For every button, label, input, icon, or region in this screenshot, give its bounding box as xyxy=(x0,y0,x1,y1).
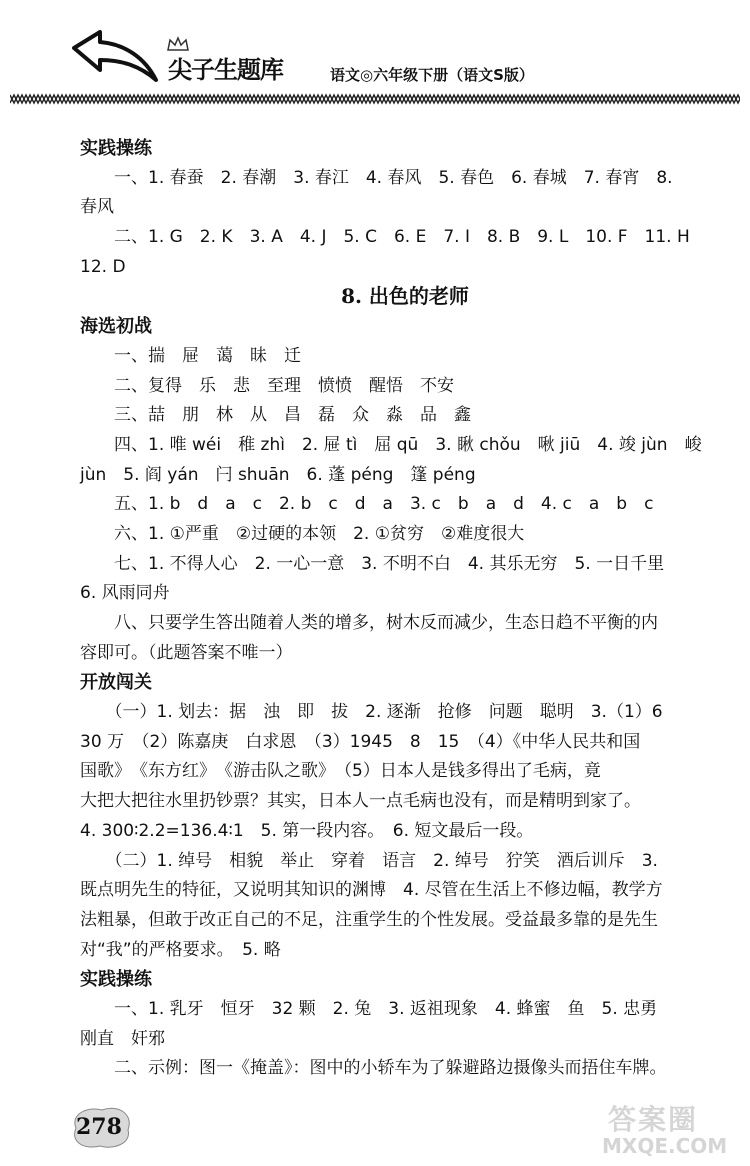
text-line: （二）1. 绰号 相貌 举止 穿着 语言 2. 绰号 狞笑 酒后训斥 3. xyxy=(80,850,658,871)
text-line: 一、1. 春蚕 2. 春潮 3. 春江 4. 春风 5. 春色 6. 春城 7. 春宵 8. xyxy=(80,167,673,188)
text-line: 五、1. b d a c 2. b c d a 3. c b a d 4. c a b c xyxy=(80,494,654,515)
text-line: 30 万 （2）陈嘉庚 白求恩 （3）1945 8 15 （4）《中华人民共和国 xyxy=(80,731,641,752)
text-line: 六、1. ①严重 ②过硬的本领 2. ①贫穷 ②难度很大 xyxy=(80,523,525,544)
text-line: 12. D xyxy=(80,256,126,277)
text-line: 刚直 奸邪 xyxy=(80,1028,165,1049)
book-title: 语文◎六年级下册（语文S版） xyxy=(330,66,534,84)
arrow-logo-icon xyxy=(70,30,160,90)
watermark-text: 答案圈 xyxy=(608,1103,699,1136)
text-line: jùn 5. 阎 yán 闩 shuān 6. 蓬 péng 篷 péng xyxy=(80,464,476,485)
text-line: 一、揣 屉 蔼 昧 迁 xyxy=(80,345,301,366)
text-line: 二、示例：图一《掩盖》：图中的小轿车为了躲避路边摄像头而捂住车牌。 xyxy=(80,1058,667,1079)
text-line: 三、喆 朋 林 从 昌 磊 众 淼 品 鑫 xyxy=(80,405,471,426)
answer-text-body xyxy=(80,134,730,1084)
watermark xyxy=(594,1098,744,1162)
section-heading: 开放闯关 xyxy=(80,672,152,694)
section-heading: 实践操练 xyxy=(80,969,152,991)
watermark-url: MXQE.COM xyxy=(602,1134,728,1158)
chapter-title: 8. 出色的老师 xyxy=(341,284,469,309)
text-line: 二、复得 乐 悲 至理 愤愤 醒悟 不安 xyxy=(80,375,454,396)
text-line: 二、1. G 2. K 3. A 4. J 5. C 6. E 7. I 8. B 9. L 10. F 11. H xyxy=(80,227,690,248)
text-line: （一）1. 划去：据 浊 即 拔 2. 逐渐 抢修 问题 聪明 3.（1）6 xyxy=(80,702,663,723)
page-header xyxy=(0,0,750,120)
text-line: 既点明先生的特征，又说明其知识的渊博 4. 尽管在生活上不修边幅，教学方 xyxy=(80,880,663,901)
zigzag-divider xyxy=(10,92,740,106)
text-line: 七、1. 不得人心 2. 一心一意 3. 不明不白 4. 其乐无穷 5. 一日千里 xyxy=(80,553,665,574)
text-line: 春风 xyxy=(80,197,114,218)
text-line: 容即可。（此题答案不唯一） xyxy=(80,642,293,663)
text-line: 对“我”的严格要求。 5. 略 xyxy=(80,939,281,960)
page-number-badge xyxy=(68,1104,134,1150)
section-heading: 实践操练 xyxy=(80,138,152,159)
text-line: 国歌》 《东方红》 《游击队之歌》 （5）日本人是钱多得出了毛病，竟 xyxy=(80,761,601,782)
page-number: 278 xyxy=(76,1114,122,1140)
brand-logo-text: 尖子生题库 xyxy=(168,55,283,84)
text-line: 一、1. 乳牙 恒牙 32 颗 2. 兔 3. 返祖现象 4. 蜂蜜 鱼 5. 忠勇 xyxy=(80,998,658,1019)
text-line: 6. 风雨同舟 xyxy=(80,583,170,604)
text-line: 大把大把往水里扔钞票？其实，日本人一点毛病也没有，而是精明到家了。 xyxy=(80,791,641,812)
text-line: 法粗暴，但敢于改正自己的不足，注重学生的个性发展。受益最多靠的是先生 xyxy=(80,909,658,930)
section-heading: 海选初战 xyxy=(80,316,152,338)
text-line: 四、1. 唯 wéi 稚 zhì 2. 屉 tì 屈 qū 3. 瞅 chǒu 啾 jiū 4. 竣 jùn 峻 xyxy=(80,434,702,455)
text-line: 八、只要学生答出随着人类的增多，树木反而减少，生态日趋不平衡的内 xyxy=(80,613,658,633)
text-line: 4. 300∶2.2=136.4∶1 5. 第一段内容。 6. 短文最后一段。 xyxy=(80,820,534,841)
